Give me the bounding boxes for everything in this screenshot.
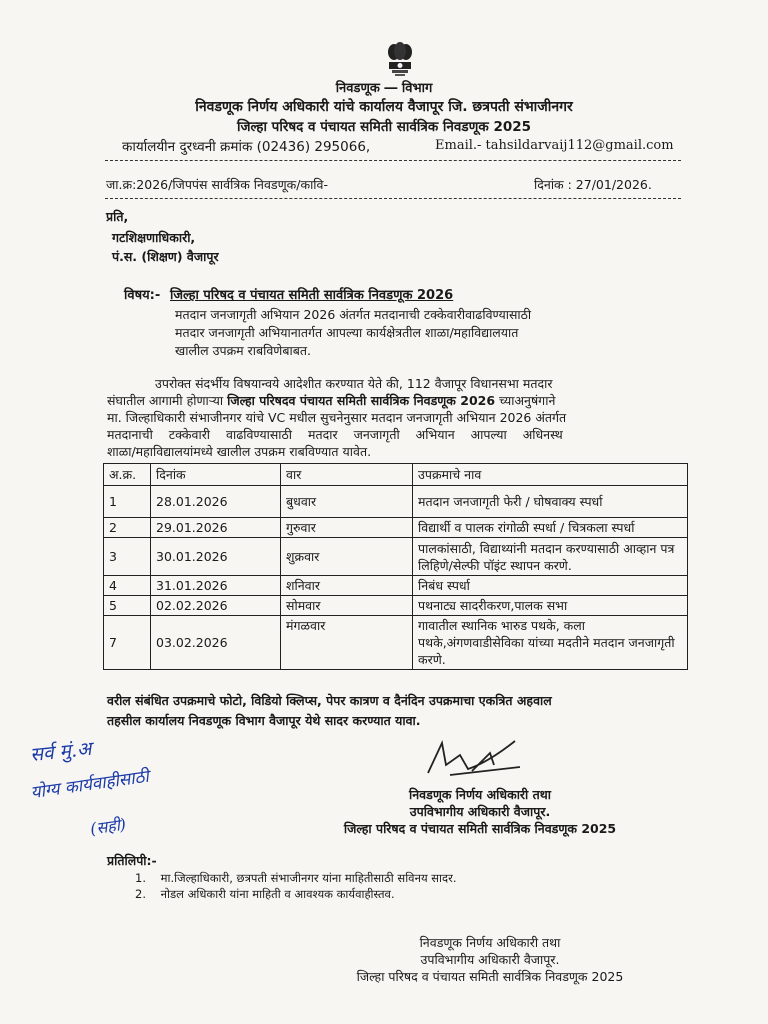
dept-name: निवडणूक ― विभाग: [335, 81, 433, 96]
signature-title-line-2: उपविभागीय अधिकारी वैजापूर.: [409, 804, 551, 819]
cell-day: बुधवार: [281, 486, 413, 518]
cell-date: 28.01.2026: [151, 486, 281, 518]
handwritten-note-line-2: योग्य कार्यवाहीसाठी: [29, 766, 151, 804]
schedule-table: [103, 463, 688, 670]
reference-number: जा.क्र:2026/जिपपंस सार्वत्रिक निवडणूक/कावि-: [106, 177, 329, 192]
cell-activity: पथनाट्य सादरीकरण,पालक सभा: [413, 596, 688, 616]
body-line-5: शाळा/महाविद्यालयांमध्ये खालील उपक्रम राबविण्यात यावेत.: [107, 444, 372, 459]
signature-title-line-1: निवडणूक निर्णय अधिकारी तथा: [409, 787, 551, 802]
handwritten-note-line-1: सर्व मुं.अ: [29, 737, 93, 767]
table-row: [104, 486, 688, 518]
signature-title-line-3: जिल्हा परिषद व पंचायत समिती सार्वत्रिक निवडणूक 2025: [343, 821, 617, 836]
signature-title-line-3: जिल्हा परिषद व पंचायत समिती सार्वत्रिक निवडणूक 2025: [356, 969, 624, 984]
cell-activity: पालकांसाठी, विद्याथ्यांनी मतदान करण्यासाठी आव्हान पत्र लिहिणे/सेल्फी पॉइंट स्थापन करणे.: [413, 538, 688, 576]
signature-block-1: [330, 786, 630, 837]
cell-date: 30.01.2026: [151, 538, 281, 576]
office-email: Email.- tahsildarvaij112@gmail.com: [435, 138, 674, 153]
copy-item-1: 1. मा.जिल्हाधिकारी, छत्रपती संभाजीनगर यांना माहितीसाठी सविनय सादर.: [135, 871, 457, 885]
cell-date: 31.01.2026: [151, 576, 281, 596]
closing-line-1: वरील संबंधित उपक्रमाचे फोटो, विडियो क्लिप्स, पेपर कात्रण व दैनंदिन उपक्रमाचा एकत्रित अहवाल: [107, 693, 552, 708]
cell-serial: 4: [104, 576, 151, 596]
header-divider: [105, 160, 681, 161]
cell-serial: 3: [104, 538, 151, 576]
table-row: [104, 596, 688, 616]
body-text: च्याअनुषंगाने: [495, 393, 556, 408]
header-date: दिनांक: [151, 464, 281, 486]
letter-date: दिनांक : 27/01/2026.: [534, 177, 652, 192]
cell-date: 02.02.2026: [151, 596, 281, 616]
table-row: [104, 576, 688, 596]
office-name: निवडणूक निर्णय अधिकारी यांचे कार्यालय वैजापूर जि. छत्रपती संभाजीनगर: [195, 99, 573, 115]
cell-day: मंगळवार: [281, 616, 413, 670]
signature-title-line-2: उपविभागीय अधिकारी वैजापूर.: [420, 952, 560, 967]
cell-day: शनिवार: [281, 576, 413, 596]
body-bold-text: जिल्हा परिषदव पंचायत समिती सार्वत्रिक निवडणूक 2026: [227, 393, 496, 408]
body-text: संघातील आगामी होणाऱ्या: [107, 393, 228, 408]
cell-day: गुरुवार: [281, 518, 413, 538]
table-row: [104, 538, 688, 576]
cell-serial: 2: [104, 518, 151, 538]
recipient-name: गटशिक्षणाधिकारी,: [112, 230, 196, 245]
subject-line-2: मतदार जनजागृती अभियानातर्गत आपल्या कार्यक्षेत्रतील शाळा/महाविद्यालयात: [175, 325, 519, 340]
cell-date: 29.01.2026: [151, 518, 281, 538]
subject-line-3: खालील उपक्रम राबविणेबाबत.: [175, 343, 311, 358]
body-line-2: [107, 393, 555, 409]
election-name: जिल्हा परिषद व पंचायत समिती सार्वत्रिक निवडणूक 2025: [236, 119, 532, 135]
copy-item-2: 2. नोडल अधिकारी यांना माहिती व आवश्यक कार्यवाहीस्तव.: [135, 887, 395, 901]
cell-serial: 1: [104, 486, 151, 518]
body-line-3: मा. जिल्हाधिकारी संभाजीनगर यांचे VC मधील सुचनेनुसार मतदान जनजागृती अभियान 2026 अंतर्गत: [107, 410, 567, 425]
header-serial: अ.क्र.: [104, 464, 151, 486]
table-row: [104, 616, 688, 670]
subject-label: विषय:-: [124, 288, 161, 303]
cell-serial: 7: [104, 616, 151, 670]
subject-title: जिल्हा परिषद व पंचायत समिती सार्वत्रिक निवडणूक 2026: [170, 288, 454, 303]
cell-activity: विद्यार्थी व पालक रांगोळी स्पर्धा / चित्रकला स्पर्धा: [413, 518, 688, 538]
cell-activity: मतदान जनजागृती फेरी / घोषवाक्य स्पर्धा: [413, 486, 688, 518]
closing-line-2: तहसील कार्यालय निवडणूक विभाग वैजापूर येथे सादर करण्यात यावा.: [107, 713, 421, 728]
state-emblem-icon: [383, 40, 417, 80]
subject-line-1: मतदान जनजागृती अभियान 2026 अंतर्गत मतदानाची टक्केवारीवाढविण्यासाठी: [175, 307, 532, 322]
header-activity: उपक्रमाचे नाव: [413, 464, 688, 486]
copy-item-text: मा.जिल्हाधिकारी, छत्रपती संभाजीनगर यांना माहितीसाठी सविनय सादर.: [160, 871, 457, 885]
cell-serial: 5: [104, 596, 151, 616]
reference-divider: [105, 198, 681, 199]
office-phone: कार्यालयीन दुरध्वनी क्रमांक (02436) 295066,: [122, 139, 371, 155]
copy-item-text: नोडल अधिकारी यांना माहिती व आवश्यक कार्यवाहीस्तव.: [160, 887, 395, 901]
cell-date: 03.02.2026: [151, 616, 281, 670]
cell-day: शुक्रवार: [281, 538, 413, 576]
officer-signature-icon: [420, 735, 530, 785]
cell-activity: गावातील स्थानिक भारुड पथके, कला पथके,अंगणवाडीसेविका यांच्या मदतीने मतदान जनजागृती करणे.: [413, 616, 688, 670]
body-line-1: उपरोक्त संदर्भीय विषयान्वये आदेशीत करण्यात येते की, 112 वैजापूर विधानसभा मतदार: [155, 376, 553, 391]
table-row: [104, 518, 688, 538]
signature-block-2: [340, 934, 640, 985]
cell-activity: निबंध स्पर्धा: [413, 576, 688, 596]
table-header-row: [104, 464, 688, 486]
header-day: वार: [281, 464, 413, 486]
body-line-4: मतदानाची टक्केवारी वाढविण्यासाठी मतदार जनजागृती अभियान आपल्या अधिनस्थ: [107, 427, 563, 442]
handwritten-initials: (सही): [88, 814, 128, 839]
recipient-office: पं.स. (शिक्षण) वैजापूर: [112, 249, 219, 264]
copy-label: प्रतिलिपी:-: [107, 853, 157, 868]
recipient-to: प्रति,: [106, 209, 129, 224]
signature-title-line-1: निवडणूक निर्णय अधिकारी तथा: [419, 935, 561, 950]
cell-day: सोमवार: [281, 596, 413, 616]
